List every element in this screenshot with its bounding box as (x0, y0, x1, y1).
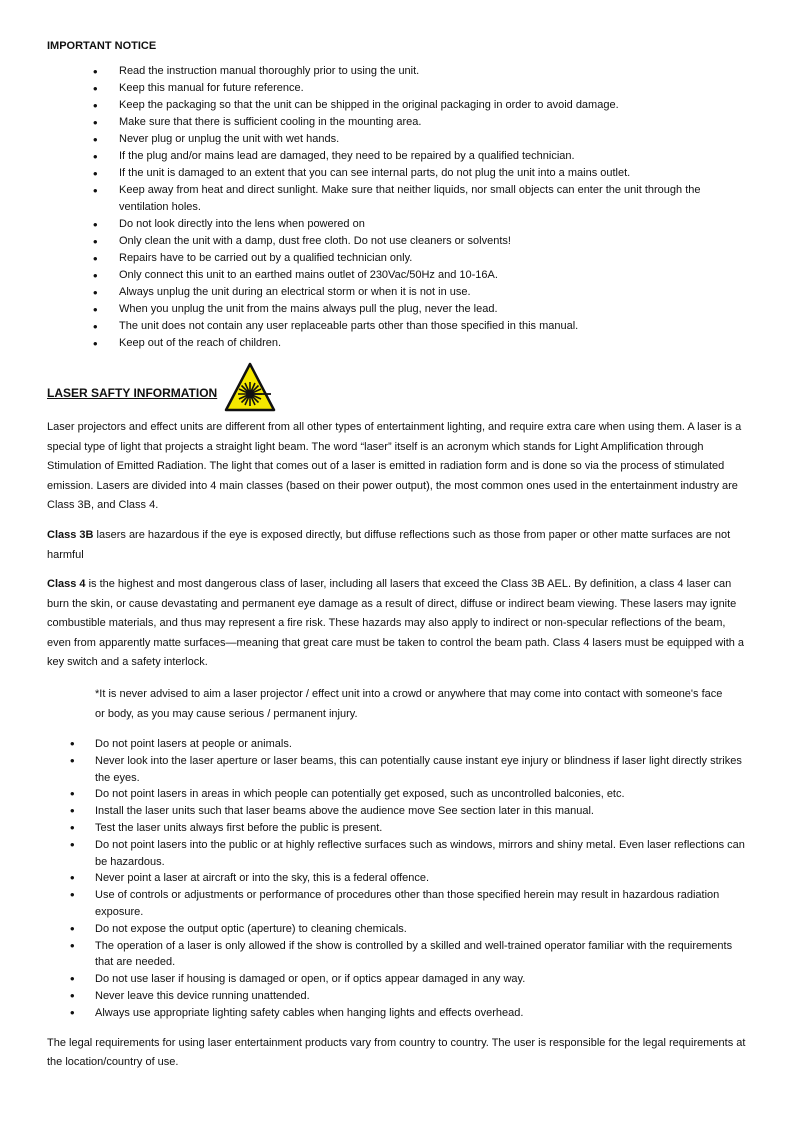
list-item: • Make sure that there is sufficient cooling in the mounting area. (0, 114, 793, 131)
list-item: • Install the laser units such that laser beams above the audience move See section later in this manual. (0, 803, 793, 820)
list-item: • Do not look directly into the lens when powered on (0, 216, 793, 233)
list-item: • When you unplug the unit from the mains always pull the plug, never the lead. (0, 301, 793, 318)
list-item: • Never leave this device running unattended. (0, 988, 793, 1005)
list-item: • Never point a laser at aircraft or into the sky, this is a federal offence. (0, 870, 793, 887)
legal-requirements-paragraph: The legal requirements for using laser entertainment products vary from country to country. The user is responsible for the legal requirements at the location/country of use. (47, 1037, 746, 1068)
list-item: • Read the instruction manual thoroughly prior to using the unit. (0, 63, 793, 80)
important-notice-heading: IMPORTANT NOTICE (47, 40, 157, 52)
list-item: • Do not point lasers at people or animals. (0, 736, 793, 753)
crowd-warning-note: *It is never advised to aim a laser projector / effect unit into a crowd or anywhere that may come into contact with someone's face or body, as you may cause serious / permanent injury. (95, 688, 723, 720)
class-3b-label: Class 3B (47, 529, 94, 541)
list-item: • Test the laser units always first before the public is present. (0, 820, 793, 837)
list-item: • Do not expose the output optic (aperture) to cleaning chemicals. (0, 921, 793, 938)
class-3b-text: lasers are hazardous if the eye is exposed directly, but diffuse reflections such as those from paper or other matte surfaces are not harmful (47, 529, 731, 561)
list-item: • The operation of a laser is only allowed if the show is controlled by a skilled and well-trained operator familiar with the requirements that are needed. (0, 938, 793, 972)
laser-intro-paragraph: Laser projectors and effect units are different from all other types of entertainment lighting, and require extra care when using them. A laser is a special type of light that projects a straight light beam. The word “laser” itself is an acronym which stands for Light Amplification through Stimulation of Emitted Radiation. The light that comes out of a laser is emitted in radiation form and is done so via the process of stimulated emission. Lasers are divided into 4 main classes (based on their power output), the most common ones used in the entertainment industry are Class 3B, and Class 4. (47, 421, 742, 512)
list-item: • Always unplug the unit during an electrical storm or when it is not in use. (0, 284, 793, 301)
laser-rules-list (0, 736, 793, 1022)
class-4-paragraph (47, 575, 747, 673)
list-item: • Keep out of the reach of children. (0, 335, 793, 352)
list-item: • Do not use laser if housing is damaged or open, or if optics appear damaged in any way. (0, 971, 793, 988)
laser-warning-icon (224, 362, 276, 414)
important-notice-list (0, 63, 793, 352)
list-item: • Never look into the laser aperture or laser beams, this can potentially cause instant eye injury or blindness if laser light directly strikes the eyes. (0, 753, 793, 787)
class-4-text: is the highest and most dangerous class of laser, including all lasers that exceed the Class 3B AEL. By definition, a class 4 laser can burn the skin, or cause devastating and permanent eye damage as a result of direct, diffuse or indirect beam viewing. These lasers may ignite combustible materials, and thus may represent a fire risk. These hazards may also apply to indirect or non-specular reflections of the beam, even from apparently matte surfaces—meaning that great care must be taken to control the beam path. Class 4 lasers must be equipped with a key switch and a safety interlock. (47, 578, 745, 669)
laser-safety-heading: LASER SAFTY INFORMATION (47, 386, 218, 400)
list-item: • Only clean the unit with a damp, dust free cloth. Do not use cleaners or solvents! (0, 233, 793, 250)
list-item: • Always use appropriate lighting safety cables when hanging lights and effects overhead. (0, 1005, 793, 1022)
list-item: • If the plug and/or mains lead are damaged, they need to be repaired by a qualified technician. (0, 148, 793, 165)
list-item: • The unit does not contain any user replaceable parts other than those specified in this manual. (0, 318, 793, 335)
class-3b-paragraph (47, 526, 747, 565)
list-item: • Keep away from heat and direct sunlight. Make sure that neither liquids, nor small objects can enter the unit through the ventilation holes. (0, 182, 793, 216)
list-item: • Never plug or unplug the unit with wet hands. (0, 131, 793, 148)
class-4-label: Class 4 (47, 578, 86, 590)
list-item: • Use of controls or adjustments or performance of procedures other than those specified herein may result in hazardous radiation exposure. (0, 887, 793, 921)
list-item: • Only connect this unit to an earthed mains outlet of 230Vac/50Hz and 10-16A. (0, 267, 793, 284)
list-item: • If the unit is damaged to an extent that you can see internal parts, do not plug the unit into a mains outlet. (0, 165, 793, 182)
list-item: • Do not point lasers into the public or at highly reflective surfaces such as windows, mirrors and shiny metal. Even laser reflections can be hazardous. (0, 837, 793, 871)
list-item: • Keep this manual for future reference. (0, 80, 793, 97)
list-item: • Do not point lasers in areas in which people can potentially get exposed, such as uncontrolled balconies, etc. (0, 786, 793, 803)
list-item: • Keep the packaging so that the unit can be shipped in the original packaging in order to avoid damage. (0, 97, 793, 114)
list-item: • Repairs have to be carried out by a qualified technician only. (0, 250, 793, 267)
